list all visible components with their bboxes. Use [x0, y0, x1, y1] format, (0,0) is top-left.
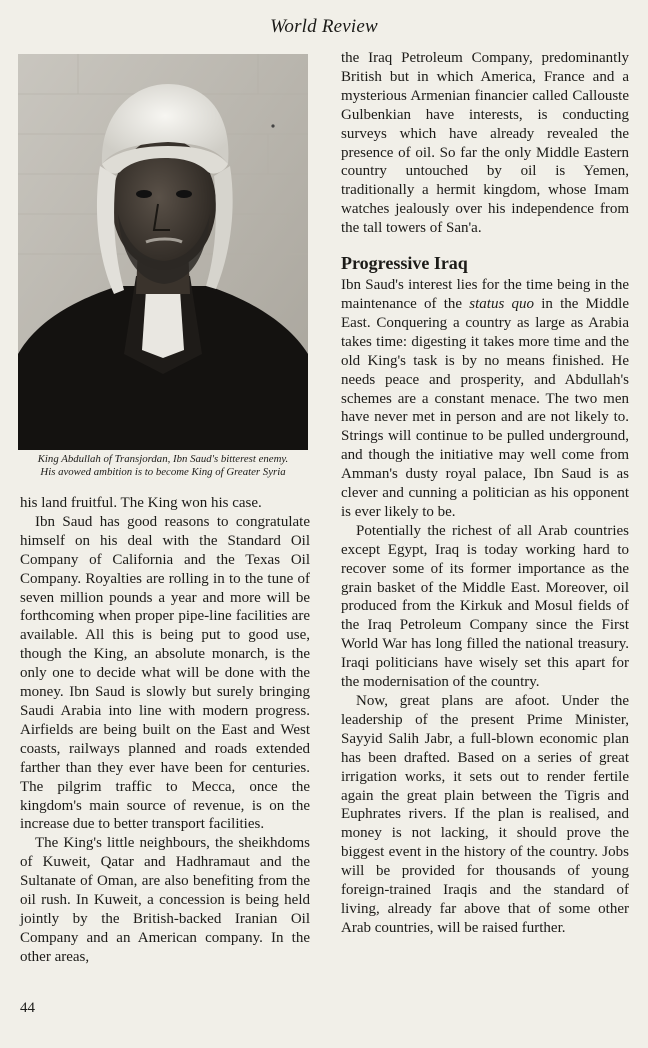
paragraph: Ibn Saud has good reasons to congratulate himself on his deal with the Standard Oil Company of California and the Texas Oil Company. Royalties are rolling in to the tune of seven million pounds a year and more will be forthcoming when proper pipe-line facilities are available. All this is being put to good use, though the King, an absolute monarch, is the only one to decide what will be done with the money. Ibn Saud is slowly but surely bringing Saudi Arabia into line with modern progress. Airfields are being built on the East and West coasts, railways planned and roads extended farther than they ever have been for centuries. The pilgrim traffic to Mecca, once the kingdom's main source of revenue, is on the increase due to better transport facilities. — [20, 513, 310, 833]
photo-caption — [18, 453, 308, 479]
caption-line-2: His avowed ambition is to become King of Greater Syria — [40, 466, 286, 478]
page-number: 44 — [20, 1000, 35, 1016]
paragraph-text: Ibn Saud's interest lies for the time being in the maintenance of the — [341, 277, 629, 312]
paragraph: Now, great plans are afoot. Under the leadership of the present Prime Minister, Sayyid Salih Jabr, a full-blown economic plan has been drafted. Based on a series of great irrigation works, it sets out to render fertile again the great plain between the Tigris and Euphrates rivers. If the plan is realised, and money is not lacking, it should prove the biggest event in the history of the country. Jobs will be provided for thousands of young foreign-trained Iraqis and the standard of living, already far above that of some other Arab countries, will be raised further. — [341, 693, 629, 936]
italic-phrase: status quo — [469, 295, 535, 312]
paragraph: The King's little neighbours, the sheikhdoms of Kuweit, Qatar and Hadhramaut and the Sultanate of Oman, are also benefiting from the oil rush. In Kuweit, a concession is being held jointly by the British-backed Iranian Oil Company and an American company. In the other areas, — [20, 835, 310, 965]
paragraph-text: in the Middle East. Conquering a country as large as Arabia takes time: digesting it takes more time and the old King's task is by no means finished. He needs peace and prosperity, and Abdullah's schemes are a constant menace. The two men have never met in person and are not likely to. Strings will continue to be pulled underground, and though the initiative may well come from Amman's dusty royal palace, Ibn Saud is as clever and cunning a politician as his opponent is ever likely to be. — [341, 295, 629, 520]
portrait-illustration — [18, 54, 308, 450]
right-column — [341, 49, 629, 938]
caption-line-1: King Abdullah of Transjordan, Ibn Saud's bitterest enemy. — [37, 453, 289, 465]
running-head: World Review — [270, 16, 378, 37]
paragraph: Potentially the richest of all Arab countries except Egypt, Iraq is today working hard to recover some of its former importance as the grain basket of the Middle East. Moreover, oil produced from the Kirkuk and Mosul fields of the Iraq Petroleum Company since the First World War has long filled the national treasury. Iraqi politicians have wisely set this apart for the modernisation of the country. — [341, 522, 629, 691]
section-heading: Progressive Iraq — [341, 253, 468, 274]
paragraph — [341, 276, 629, 522]
portrait-photo — [18, 54, 308, 450]
left-column — [20, 494, 310, 967]
paragraph: the Iraq Petroleum Company, predominantly British but in which America, France and a mysterious Armenian financier called Callouste Gulbenkian have interests, is conducting surveys which have already revealed the presence of oil. So far the only Middle Eastern country untouched by oil is Yemen, traditionally a hermit kingdom, whose Imam watches jealously over his independence from the tall towers of San'a. — [341, 50, 629, 237]
paragraph: his land fruitful. The King won his case. — [20, 495, 262, 511]
